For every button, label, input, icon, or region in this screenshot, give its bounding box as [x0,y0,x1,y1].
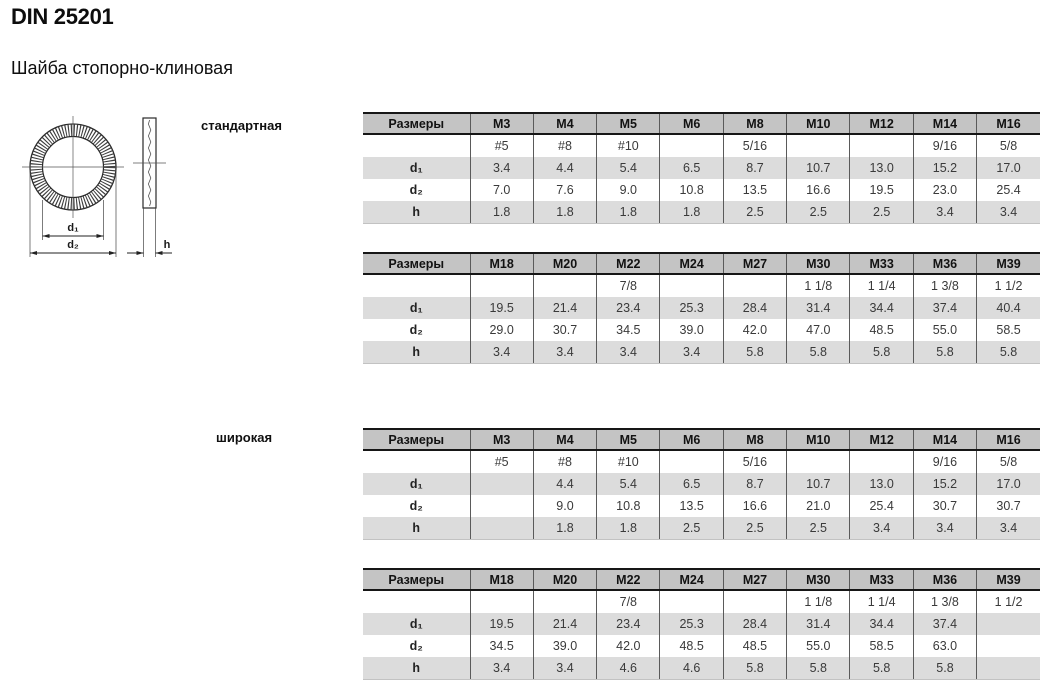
row-label: d₂ [409,639,423,653]
value-cell: 19.5 [470,613,533,635]
column-header: M14 [913,113,976,134]
column-header: M24 [660,253,723,274]
inch-size-cell: #8 [533,134,596,157]
value-cell: 21.4 [533,297,596,319]
inch-size-cell: #5 [470,134,533,157]
value-cell: 34.5 [470,635,533,657]
value-cell: 16.6 [787,179,850,201]
table-header-row [363,569,1040,590]
column-header: M27 [723,569,786,590]
column-header: M4 [533,429,596,450]
value-cell: 58.5 [850,635,913,657]
table-header-row [363,429,1040,450]
value-cell: 8.7 [723,473,786,495]
dim-label-h: h [163,239,171,251]
column-header: M8 [723,113,786,134]
spec-table [363,568,1040,680]
value-cell: 5.8 [787,341,850,364]
value-cell: 25.4 [977,179,1040,201]
column-header: M16 [977,113,1040,134]
column-header: M39 [977,569,1040,590]
table-row [363,179,1040,201]
inch-size-cell [660,134,723,157]
value-cell [977,657,1040,680]
column-header: M6 [660,429,723,450]
value-cell: 2.5 [723,517,786,540]
inch-size-cell [660,274,723,297]
dim-label-d2: d₂ [67,239,79,251]
table-row [363,297,1040,319]
inch-size-cell: 5/8 [977,450,1040,473]
value-cell: 21.4 [533,613,596,635]
row-label: h [363,341,470,364]
value-cell: 13.5 [723,179,786,201]
value-cell: 28.4 [723,297,786,319]
value-cell: 5.8 [850,341,913,364]
inch-size-cell [533,590,596,613]
value-cell: 1.8 [660,201,723,224]
value-cell: 23.4 [597,613,660,635]
value-cell: 1.8 [470,201,533,224]
column-header: M3 [470,429,533,450]
value-cell: 25.3 [660,297,723,319]
value-cell: 63.0 [913,635,976,657]
column-header: M18 [470,253,533,274]
value-cell: 39.0 [533,635,596,657]
inch-size-cell [470,274,533,297]
value-cell: 6.5 [660,473,723,495]
value-cell: 1.8 [533,201,596,224]
row-label: h [363,517,470,540]
dim-label-d1: d₁ [67,222,79,234]
value-cell: 5.8 [723,657,786,680]
inch-size-cell: 1 3/8 [913,274,976,297]
inch-size-cell: 1 3/8 [913,590,976,613]
spec-table-wide-m3-m16 [363,428,1040,540]
value-cell: 31.4 [787,613,850,635]
inch-size-cell: 1 1/2 [977,274,1040,297]
value-cell [470,517,533,540]
value-cell: 30.7 [533,319,596,341]
value-cell: 3.4 [533,657,596,680]
value-cell: 13.5 [660,495,723,517]
column-header: M14 [913,429,976,450]
table-header-row [363,113,1040,134]
value-cell: 16.6 [723,495,786,517]
inch-size-cell: 1 1/8 [787,590,850,613]
value-cell: 15.2 [913,473,976,495]
column-header: M3 [470,113,533,134]
table-row [363,657,1040,680]
table-row [363,517,1040,540]
value-cell: 3.4 [660,341,723,364]
value-cell: 31.4 [787,297,850,319]
value-cell: 21.0 [787,495,850,517]
column-header: M6 [660,113,723,134]
inch-size-cell [363,450,470,473]
value-cell: 39.0 [660,319,723,341]
spec-table [363,428,1040,540]
value-cell: 4.4 [533,157,596,179]
value-cell: 37.4 [913,613,976,635]
inch-size-cell [723,274,786,297]
column-header: M10 [787,429,850,450]
column-header: M20 [533,569,596,590]
column-header: M39 [977,253,1040,274]
column-header: M20 [533,253,596,274]
value-cell: 4.4 [533,473,596,495]
value-cell: 13.0 [850,157,913,179]
column-header: M36 [913,569,976,590]
table-row [363,635,1040,657]
table-row [363,201,1040,224]
inch-size-cell: 1 1/2 [977,590,1040,613]
inch-size-cell [787,134,850,157]
inch-size-cell [850,450,913,473]
table-row [363,613,1040,635]
inch-size-cell [533,274,596,297]
value-cell: 37.4 [913,297,976,319]
inch-size-cell: #10 [597,450,660,473]
row-label: d₁ [363,297,470,319]
value-cell: 3.4 [977,201,1040,224]
value-cell: 10.7 [787,157,850,179]
row-label: h [363,201,470,224]
column-header: M12 [850,429,913,450]
table-row [363,473,1040,495]
inch-size-cell: 1 1/8 [787,274,850,297]
inch-size-cell: 9/16 [913,450,976,473]
inch-size-cell [850,134,913,157]
column-header: M5 [597,429,660,450]
inch-size-cell [363,274,470,297]
inch-size-cell: #5 [470,450,533,473]
column-header: M22 [597,253,660,274]
value-cell: 7.6 [533,179,596,201]
value-cell: 13.0 [850,473,913,495]
spec-table-standard-m3-m16 [363,112,1040,224]
value-cell: 30.7 [913,495,976,517]
value-cell: 9.0 [533,495,596,517]
column-header: M12 [850,113,913,134]
value-cell: 3.4 [597,341,660,364]
value-cell: 8.7 [723,157,786,179]
variant-label-wide: широкая [216,430,273,445]
row-label: d₂ [409,499,423,513]
value-cell: 2.5 [660,517,723,540]
value-cell: 19.5 [850,179,913,201]
value-cell: 25.3 [660,613,723,635]
table-row [363,341,1040,364]
value-cell: 3.4 [850,517,913,540]
value-cell: 34.4 [850,297,913,319]
row-label: h [363,657,470,680]
value-cell: 58.5 [977,319,1040,341]
inch-size-cell: 5/16 [723,134,786,157]
value-cell: 5.4 [597,157,660,179]
value-cell: 5.8 [913,657,976,680]
spec-table [363,252,1040,364]
value-cell: 3.4 [977,517,1040,540]
page-title: DIN 25201 [11,4,114,29]
value-cell: 5.4 [597,473,660,495]
inch-size-row [363,134,1040,157]
value-cell [470,495,533,517]
value-cell: 48.5 [660,635,723,657]
inch-size-cell: 1 1/4 [850,274,913,297]
row-label: d₂ [409,183,423,197]
inch-size-cell [660,450,723,473]
inch-size-cell [723,590,786,613]
value-cell: 55.0 [913,319,976,341]
value-cell: 17.0 [977,473,1040,495]
value-cell: 25.4 [850,495,913,517]
value-cell: 7.0 [470,179,533,201]
value-cell: 28.4 [723,613,786,635]
value-cell: 4.6 [597,657,660,680]
value-cell: 3.4 [470,157,533,179]
value-cell: 5.8 [977,341,1040,364]
value-cell: 3.4 [470,341,533,364]
table-row [363,319,1040,341]
page-subtitle: Шайба стопорно-клиновая [11,58,233,78]
spec-table-standard-m18-m39 [363,252,1040,364]
inch-size-row [363,590,1040,613]
inch-size-cell: #8 [533,450,596,473]
column-header: M24 [660,569,723,590]
value-cell: 55.0 [787,635,850,657]
row-label: d₁ [363,473,470,495]
value-cell: 40.4 [977,297,1040,319]
column-header: Размеры [363,113,470,134]
value-cell: 3.4 [913,517,976,540]
column-header: Размеры [363,253,470,274]
value-cell: 3.4 [470,657,533,680]
value-cell: 10.8 [660,179,723,201]
spec-table-wide-m18-m39 [363,568,1040,680]
table-row [363,157,1040,179]
column-header: M10 [787,113,850,134]
inch-size-cell: 5/8 [977,134,1040,157]
inch-size-cell: 5/16 [723,450,786,473]
column-header: Размеры [363,569,470,590]
value-cell: 29.0 [470,319,533,341]
value-cell: 10.8 [597,495,660,517]
column-header: M33 [850,253,913,274]
value-cell [470,473,533,495]
value-cell: 23.0 [913,179,976,201]
value-cell: 48.5 [850,319,913,341]
value-cell: 17.0 [977,157,1040,179]
value-cell [977,635,1040,657]
value-cell: 5.8 [723,341,786,364]
value-cell: 2.5 [787,517,850,540]
value-cell: 9.0 [597,179,660,201]
value-cell: 5.8 [787,657,850,680]
value-cell: 5.8 [850,657,913,680]
column-header: M4 [533,113,596,134]
inch-size-cell [363,134,470,157]
value-cell: 34.4 [850,613,913,635]
column-header: M27 [723,253,786,274]
inch-size-cell [660,590,723,613]
value-cell: 2.5 [850,201,913,224]
value-cell: 34.5 [597,319,660,341]
value-cell: 4.6 [660,657,723,680]
inch-size-row [363,274,1040,297]
column-header: M33 [850,569,913,590]
value-cell: 1.8 [597,201,660,224]
washer-front-view [22,116,124,257]
spec-table [363,112,1040,224]
inch-size-cell: 7/8 [597,590,660,613]
inch-size-cell: 9/16 [913,134,976,157]
value-cell: 10.7 [787,473,850,495]
value-cell: 47.0 [787,319,850,341]
inch-size-cell: 7/8 [597,274,660,297]
value-cell: 1.8 [533,517,596,540]
value-cell: 3.4 [533,341,596,364]
inch-size-cell: 1 1/4 [850,590,913,613]
inch-size-cell [363,590,470,613]
column-header: M22 [597,569,660,590]
row-label: d₁ [363,157,470,179]
value-cell: 42.0 [597,635,660,657]
row-label: d₁ [363,613,470,635]
value-cell: 3.4 [913,201,976,224]
column-header: M16 [977,429,1040,450]
value-cell: 2.5 [787,201,850,224]
value-cell: 42.0 [723,319,786,341]
column-header: M18 [470,569,533,590]
washer-technical-drawing [15,110,190,270]
value-cell: 6.5 [660,157,723,179]
value-cell: 19.5 [470,297,533,319]
inch-size-cell: #10 [597,134,660,157]
variant-label-standard: стандартная [201,118,282,133]
value-cell: 5.8 [913,341,976,364]
value-cell: 48.5 [723,635,786,657]
value-cell: 15.2 [913,157,976,179]
column-header: M8 [723,429,786,450]
column-header: M30 [787,569,850,590]
table-header-row [363,253,1040,274]
column-header: M5 [597,113,660,134]
washer-side-view [127,118,172,257]
inch-size-cell [470,590,533,613]
inch-size-cell [787,450,850,473]
column-header: M30 [787,253,850,274]
column-header: M36 [913,253,976,274]
table-row [363,495,1040,517]
row-label: d₂ [409,323,423,337]
column-header: Размеры [363,429,470,450]
value-cell [977,613,1040,635]
value-cell: 23.4 [597,297,660,319]
value-cell: 1.8 [597,517,660,540]
inch-size-row [363,450,1040,473]
value-cell: 2.5 [723,201,786,224]
value-cell: 30.7 [977,495,1040,517]
